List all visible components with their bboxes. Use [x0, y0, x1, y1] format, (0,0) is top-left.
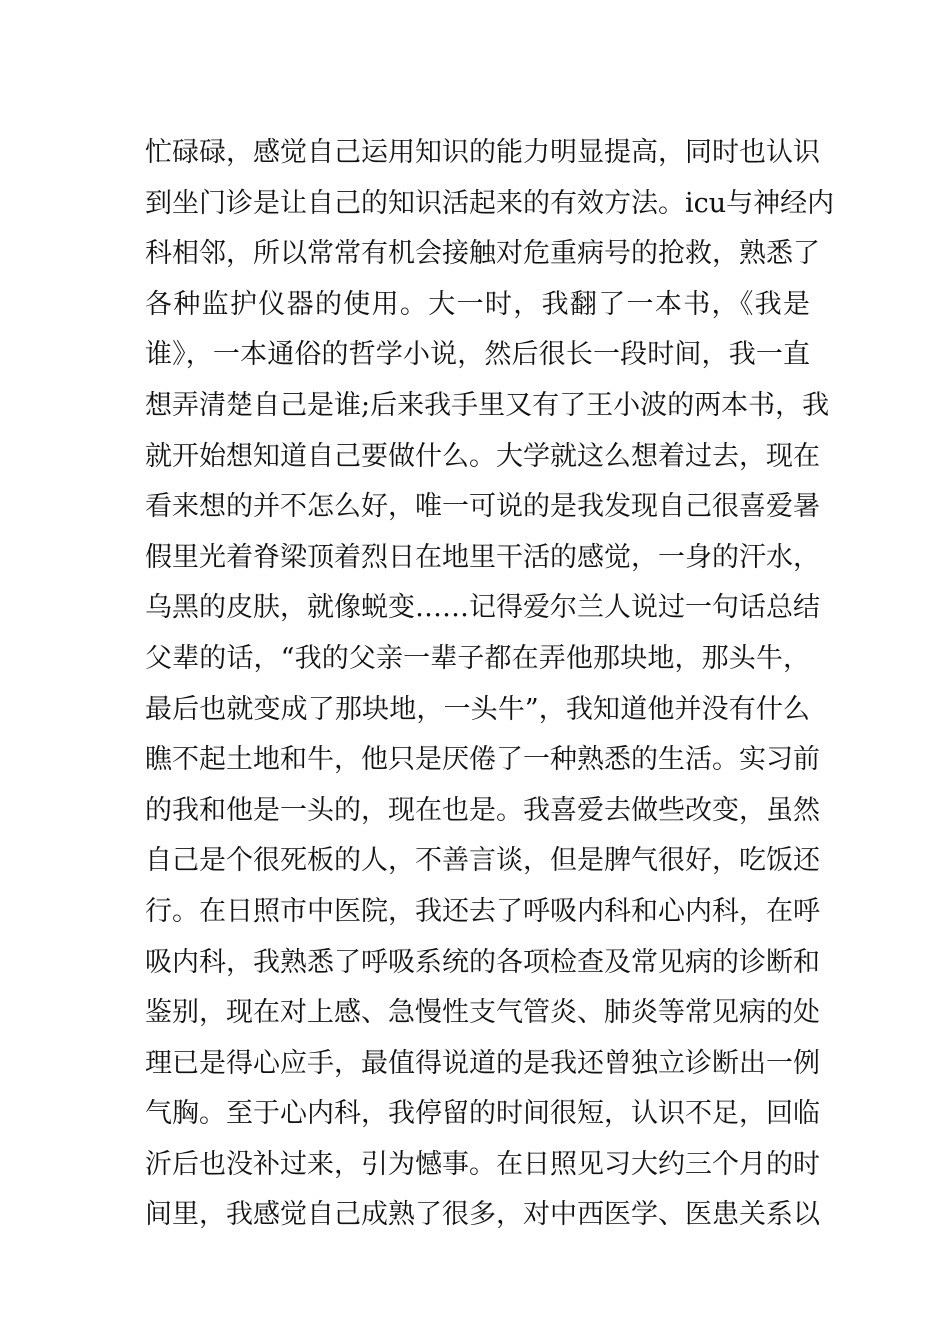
- text-line: 理已是得心应手，最值得说道的是我还曾独立诊断出一例: [145, 1047, 820, 1079]
- text-line: 到坐门诊是让自己的知识活起来的有效方法。icu与神经内: [145, 187, 835, 219]
- text-line: 自己是个很死板的人，不善言谈，但是脾气很好，吃饭还: [145, 845, 820, 877]
- text-line: 行。在日照市中医院，我还去了呼吸内科和心内科，在呼: [145, 895, 820, 927]
- text-line: 谁》，一本通俗的哲学小说，然后很长一段时间，我一直: [145, 339, 810, 371]
- text-line: 乌黑的皮肤，就像蜕变……记得爱尔兰人说过一句话总结: [145, 592, 820, 624]
- text-line: 各种监护仪器的使用。大一时，我翻了一本书，《我是: [145, 288, 810, 320]
- text-line: 气胸。至于心内科，我停留的时间很短，认识不足，回临: [145, 1098, 820, 1130]
- text-line: 就开始想知道自己要做什么。大学就这么想着过去，现在: [145, 440, 820, 472]
- text-line: 最后也就变成了那块地，一头牛”，我知道他并没有什么: [145, 693, 810, 725]
- text-line: 吸内科，我熟悉了呼吸系统的各项检查及常见病的诊断和: [145, 946, 820, 978]
- text-line: 间里，我感觉自己成熟了很多，对中西医学、医患关系以: [145, 1199, 820, 1231]
- text-line: 沂后也没补过来，引为憾事。在日照见习大约三个月的时: [145, 1148, 820, 1180]
- text-line: 科相邻，所以常常有机会接触对危重病号的抢救，熟悉了: [145, 238, 820, 270]
- text-line: 瞧不起土地和牛，他只是厌倦了一种熟悉的生活。实习前: [145, 744, 820, 776]
- text-line: 父辈的话，“我的父亲一辈子都在弄他那块地，那头牛，: [145, 642, 810, 674]
- text-line: 想弄清楚自己是谁;后来我手里又有了王小波的两本书，我: [145, 389, 830, 421]
- text-line: 鉴别，现在对上感、急慢性支气管炎、肺炎等常见病的处: [145, 997, 820, 1029]
- text-line: 假里光着脊梁顶着烈日在地里干活的感觉，一身的汗水，: [145, 541, 820, 573]
- body-text: [145, 128, 835, 1241]
- text-line: 的我和他是一头的，现在也是。我喜爱去做些改变，虽然: [145, 794, 820, 826]
- text-line: 看来想的并不怎么好，唯一可说的是我发现自己很喜爱暑: [145, 491, 820, 523]
- text-line: 忙碌碌，感觉自己运用知识的能力明显提高，同时也认识: [145, 137, 820, 168]
